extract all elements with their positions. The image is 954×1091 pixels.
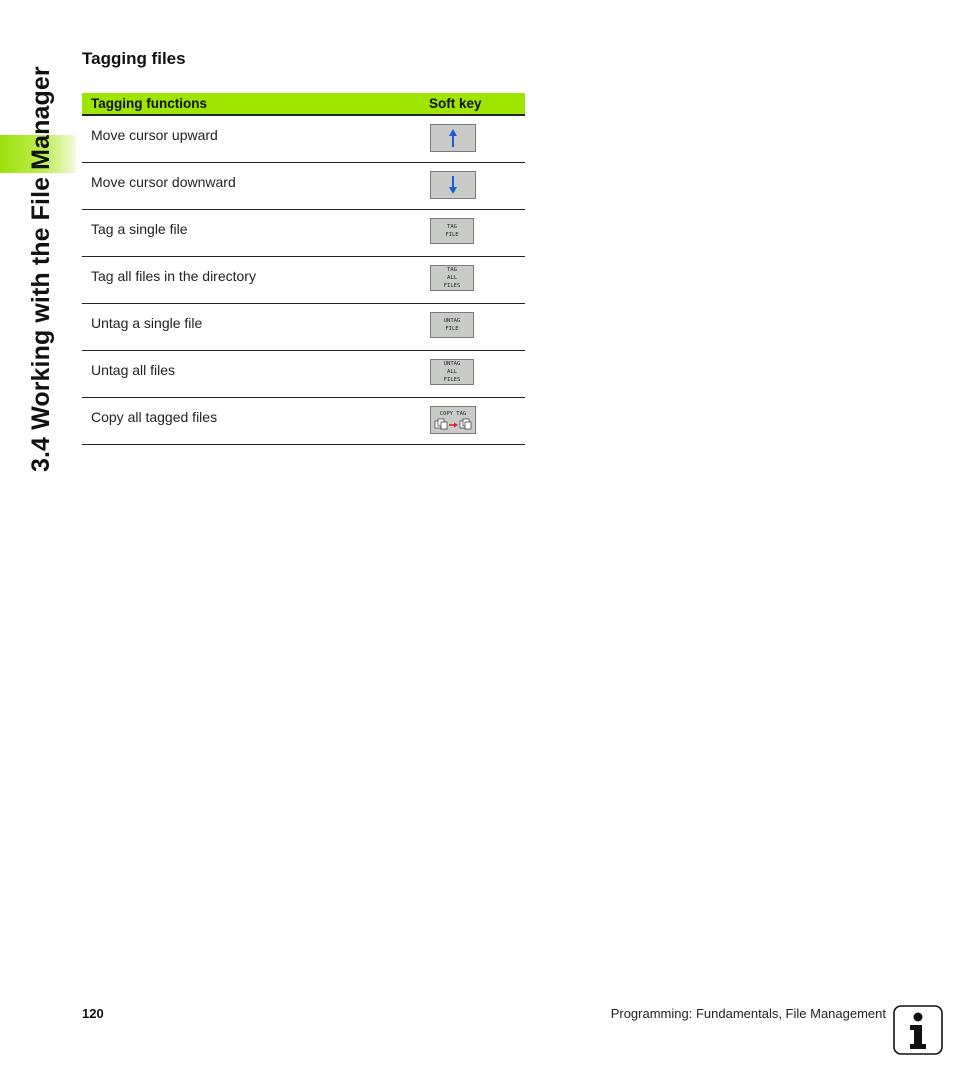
softkey-label-line: UNTAG (443, 360, 461, 367)
tag-all-files-softkey[interactable] (430, 265, 474, 291)
footer-title: Programming: Fundamentals, File Management (610, 1006, 886, 1021)
function-label: Untag a single file (82, 303, 420, 350)
table-row (82, 209, 525, 256)
function-label: Tag all files in the directory (82, 256, 420, 303)
softkey-label-line: ALL (447, 368, 457, 375)
copy-tag-softkey[interactable] (430, 406, 476, 434)
softkey-label-line: TAG (447, 266, 457, 273)
table-row (82, 256, 525, 303)
softkey-label-line: FILE (445, 231, 459, 238)
softkey-label-line: FILES (443, 282, 461, 289)
table-row (82, 397, 525, 444)
function-label: Copy all tagged files (82, 397, 420, 444)
softkey-label-line: FILES (443, 376, 461, 383)
info-icon (893, 1005, 943, 1055)
move-up-softkey[interactable] (430, 124, 476, 152)
softkey-label-line: ALL (447, 274, 457, 281)
function-label: Move cursor downward (82, 162, 420, 209)
tagging-functions-table (82, 93, 525, 445)
table-row (82, 350, 525, 397)
header-tagging-functions: Tagging functions (82, 93, 420, 115)
arrow-up-icon (447, 128, 459, 148)
softkey-label-line: TAG (447, 223, 457, 230)
untag-file-softkey[interactable] (430, 312, 474, 338)
tag-file-softkey[interactable] (430, 218, 474, 244)
chapter-side-title: 3.4 Working with the File Manager (27, 66, 55, 472)
table-row (82, 115, 525, 162)
softkey-label-line: UNTAG (443, 317, 461, 324)
table-row (82, 162, 525, 209)
section-heading: Tagging files (82, 49, 186, 68)
arrow-down-icon (447, 175, 459, 195)
softkey-label-line: FILE (445, 325, 459, 332)
softkey-label-line: COPY TAG (439, 410, 467, 417)
function-label: Move cursor upward (82, 115, 420, 162)
copy-files-icon (433, 418, 473, 430)
table-row (82, 303, 525, 350)
page-number: 120 (82, 1006, 104, 1021)
table-header-row (82, 93, 525, 115)
untag-all-files-softkey[interactable] (430, 359, 474, 385)
move-down-softkey[interactable] (430, 171, 476, 199)
function-label: Tag a single file (82, 209, 420, 256)
function-label: Untag all files (82, 350, 420, 397)
header-soft-key: Soft key (420, 93, 525, 115)
